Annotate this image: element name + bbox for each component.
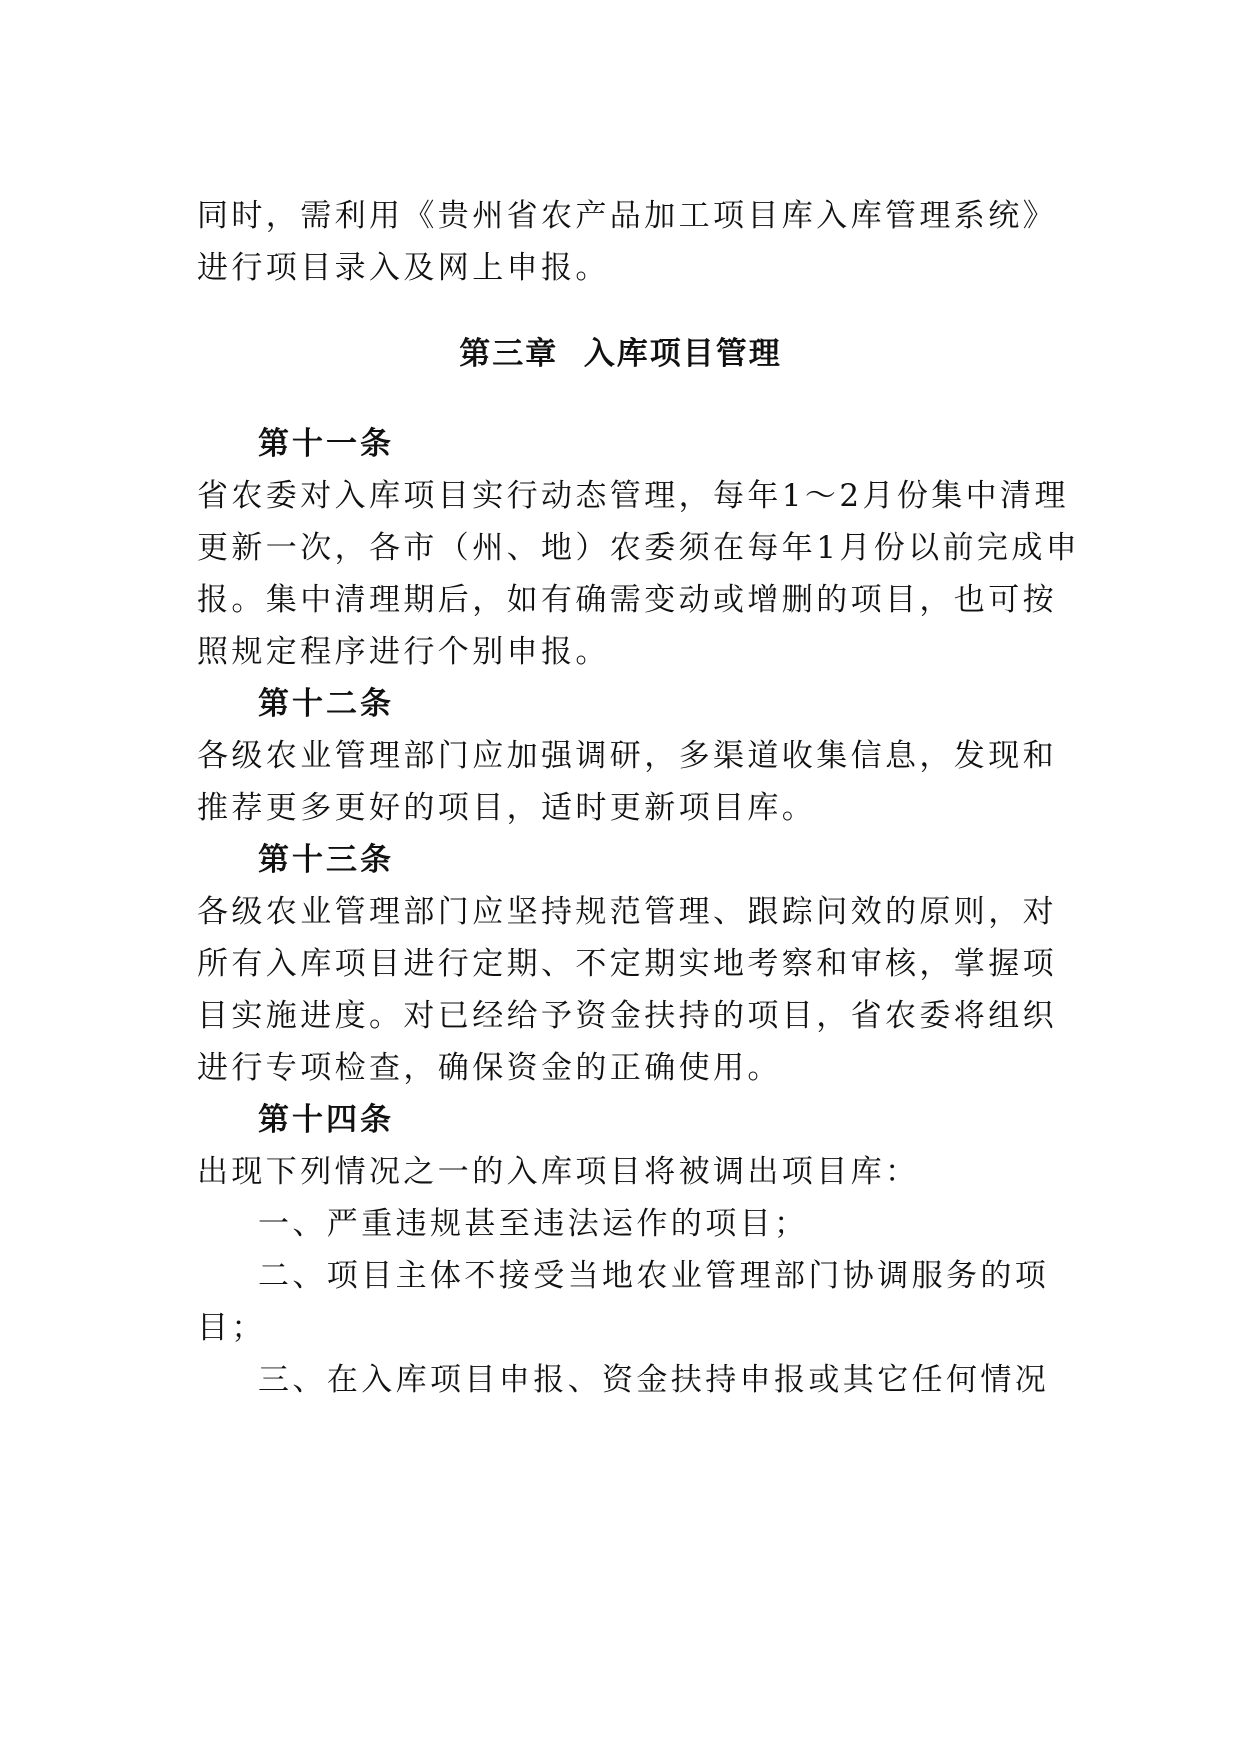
article-14-item-2-cont: 目； <box>197 1310 266 1346</box>
intro-line-2: 进行项目录入及网上申报。 <box>197 250 610 286</box>
article-14-item-2: 二、项目主体不接受当地农业管理部门协调服务的项 <box>258 1258 1050 1294</box>
article-13-line-3: 目实施进度。对已经给予资金扶持的项目，省农委将组织 <box>197 998 1057 1034</box>
article-13-title: 第十三条 <box>258 842 394 878</box>
article-14-title: 第十四条 <box>258 1102 394 1138</box>
article-14-item-1: 一、严重违规甚至违法运作的项目； <box>258 1206 809 1242</box>
article-11-title: 第十一条 <box>258 426 394 462</box>
chapter-title: 第三章 入库项目管理 <box>459 336 782 372</box>
article-13-line-4: 进行专项检查，确保资金的正确使用。 <box>197 1050 782 1086</box>
article-13-line-2: 所有入库项目进行定期、不定期实地考察和审核，掌握项 <box>197 946 1057 982</box>
article-12-line-2: 推荐更多更好的项目，适时更新项目库。 <box>197 790 817 826</box>
article-11-line-2: 更新一次，各市（州、地）农委须在每年1月份以前完成申 <box>197 530 1081 566</box>
article-14-item-3: 三、在入库项目申报、资金扶持申报或其它任何情况 <box>258 1362 1050 1398</box>
article-14-line-1: 出现下列情况之一的入库项目将被调出项目库： <box>197 1154 920 1190</box>
article-11-line-4: 照规定程序进行个别申报。 <box>197 634 610 670</box>
article-12-title: 第十二条 <box>258 686 394 722</box>
article-11-line-1: 省农委对入库项目实行动态管理，每年1～2月份集中清理 <box>197 478 1069 514</box>
article-11-line-3: 报。集中清理期后，如有确需变动或增删的项目，也可按 <box>197 582 1057 618</box>
article-12-line-1: 各级农业管理部门应加强调研，多渠道收集信息，发现和 <box>197 738 1057 774</box>
article-13-line-1: 各级农业管理部门应坚持规范管理、跟踪问效的原则，对 <box>197 894 1057 930</box>
intro-line-1: 同时，需利用《贵州省农产品加工项目库入库管理系统》 <box>197 198 1057 234</box>
